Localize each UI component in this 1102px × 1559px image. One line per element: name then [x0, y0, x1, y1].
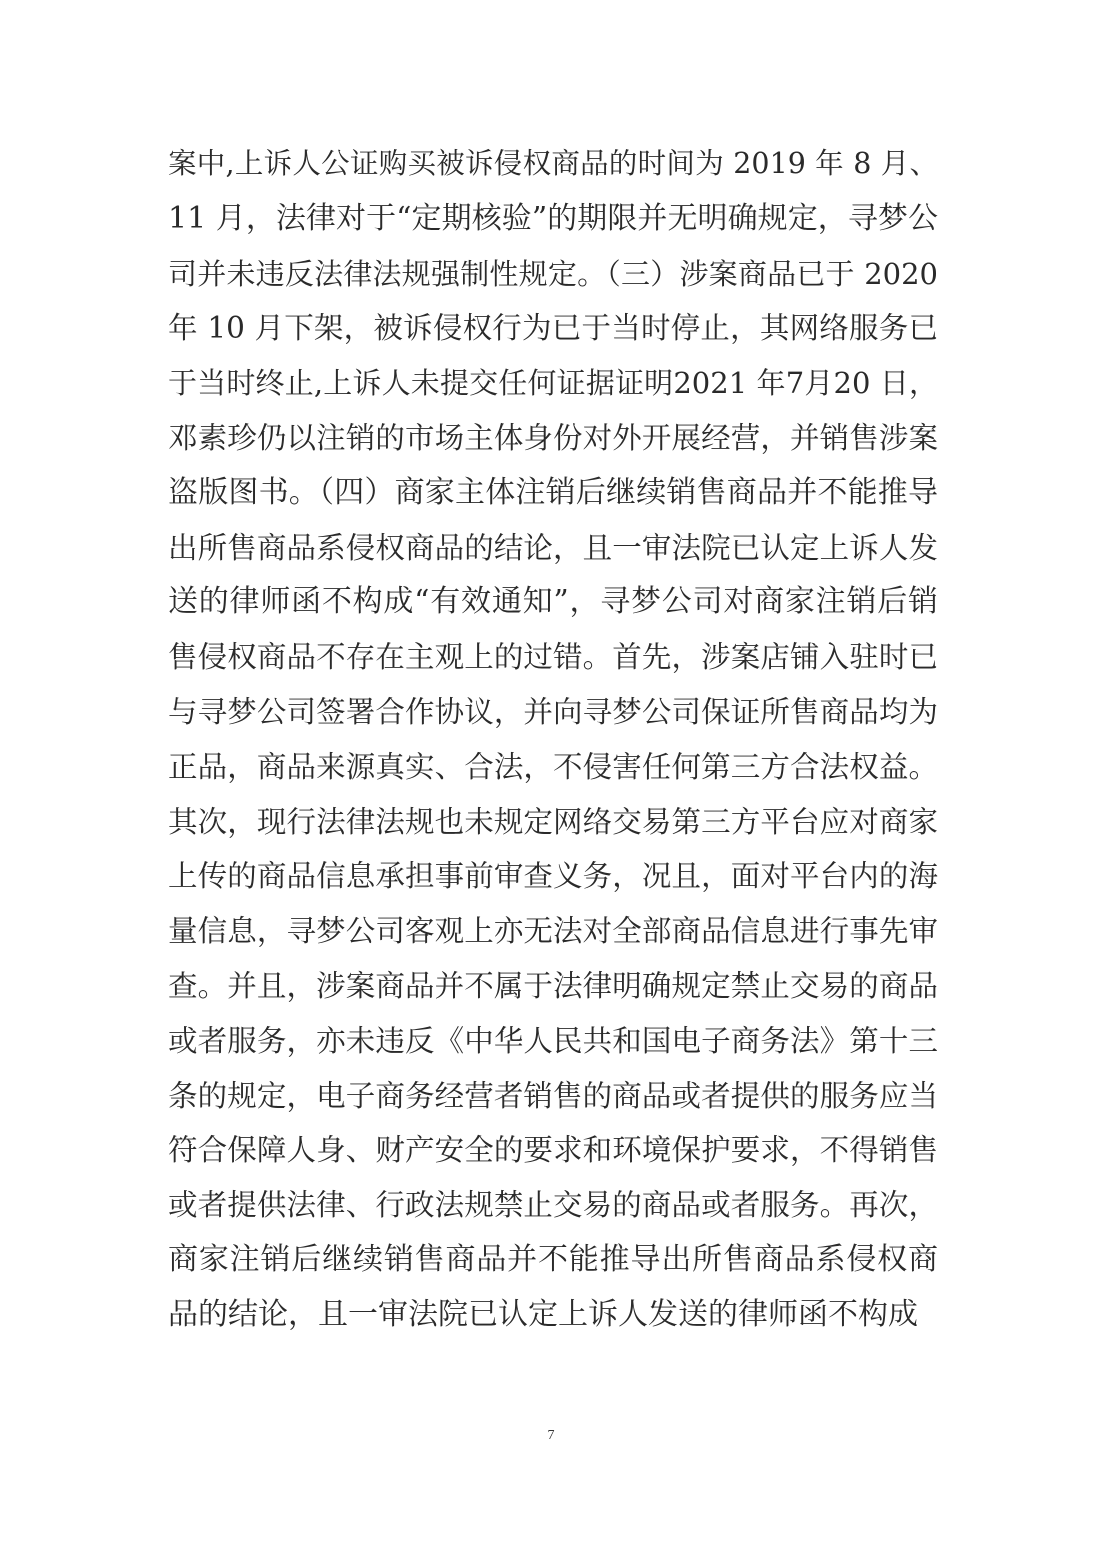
page-number: 7 [547, 1428, 555, 1443]
text-line: 符合保障人身、财产安全的要求和环境保护要求，不得销售 [168, 1133, 938, 1168]
text-line: 年 10 月下架，被诉侵权行为已于当时停止，其网络服务已 [168, 311, 938, 346]
text-line: 条的规定，电子商务经营者销售的商品或者提供的服务应当 [168, 1078, 938, 1113]
text-line: 正品，商品来源真实、合法，不侵害任何第三方合法权益。 [168, 749, 938, 784]
text-line: 售侵权商品不存在主观上的过错。首先，涉案店铺入驻时已 [168, 640, 938, 675]
text-line: 司并未违反法律法规强制性规定。（三）涉案商品已于 2020 [168, 256, 938, 291]
text-line: 商家注销后继续销售商品并不能推导出所售商品系侵权商 [168, 1241, 938, 1277]
body-text [168, 137, 938, 1343]
text-line: 11 月，法律对于“定期核验”的期限并无明确规定，寻梦公 [168, 200, 938, 236]
text-line: 与寻梦公司签署合作协议，并向寻梦公司保证所售商品均为 [168, 694, 938, 729]
text-line: 送的律师函不构成“有效通知”，寻梦公司对商家注销后销 [168, 584, 938, 620]
text-line: 上传的商品信息承担事前审查义务，况且，面对平台内的海 [168, 859, 938, 894]
text-line: 量信息，寻梦公司客观上亦无法对全部商品信息进行事先审 [168, 914, 938, 949]
text-line: 案中,上诉人公证购买被诉侵权商品的时间为 2019 年 8 月、 [168, 147, 938, 180]
text-line: 或者提供法律、行政法规禁止交易的商品或者服务。再次， [168, 1188, 938, 1223]
text-line: 出所售商品系侵权商品的结论，且一审法院已认定上诉人发 [168, 530, 938, 565]
text-line: 查。并且，涉案商品并不属于法律明确规定禁止交易的商品 [168, 968, 938, 1003]
text-line: 品的结论，且一审法院已认定上诉人发送的律师函不构成 [168, 1296, 918, 1332]
text-line: 于当时终止,上诉人未提交任何证据证明2021 年7月20 日， [168, 366, 938, 401]
text-line: 其次，现行法律法规也未规定网络交易第三方平台应对商家 [168, 804, 938, 839]
text-line: 邓素珍仍以注销的市场主体身份对外开展经营，并销售涉案 [168, 420, 938, 455]
text-line: 盗版图书。（四）商家主体注销后继续销售商品并不能推导 [168, 474, 938, 510]
text-line: 或者服务，亦未违反《中华人民共和国电子商务法》第十三 [168, 1023, 938, 1058]
